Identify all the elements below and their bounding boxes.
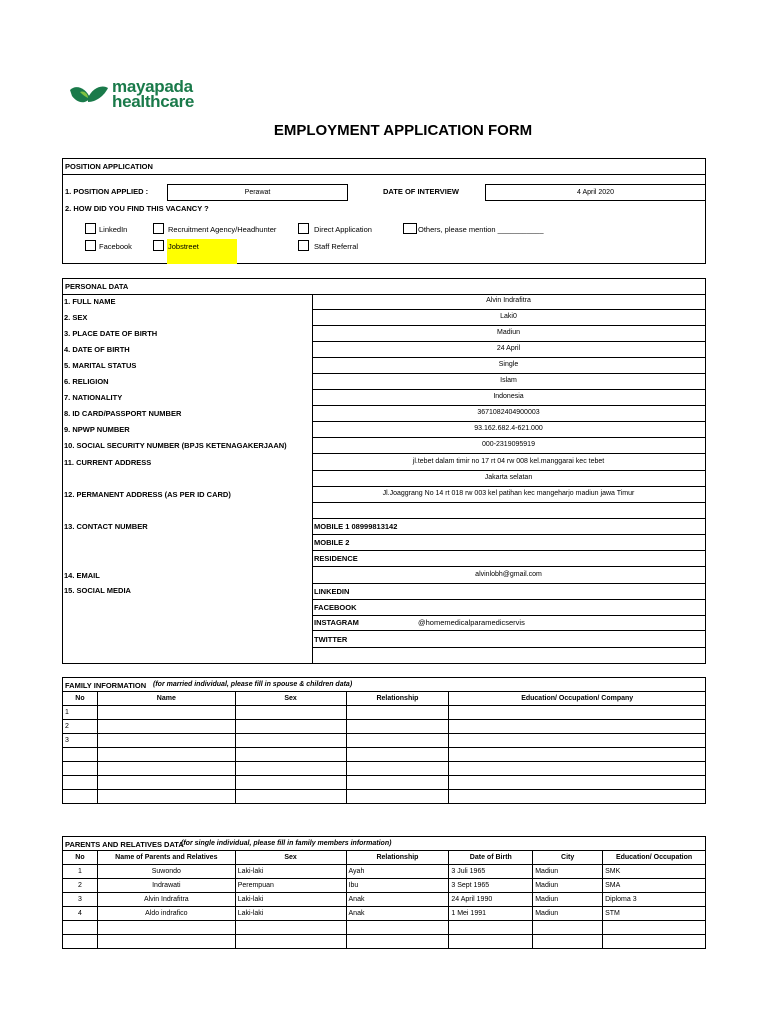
column-header: Name [97, 692, 235, 706]
table-cell[interactable] [63, 762, 98, 776]
table-cell[interactable]: Laki-laki [235, 865, 346, 879]
table-cell[interactable] [346, 776, 449, 790]
table-cell[interactable] [97, 776, 235, 790]
table-cell[interactable]: Indrawati [97, 879, 235, 893]
table-cell[interactable] [346, 706, 449, 720]
table-cell[interactable] [63, 790, 98, 804]
table-cell[interactable]: 1 Mei 1991 [449, 907, 533, 921]
table-cell[interactable] [449, 734, 706, 748]
email-field[interactable]: alvinlobh@gmail.com [475, 571, 542, 578]
table-cell[interactable]: 1 [63, 865, 98, 879]
personal-row-value[interactable]: 93.162.682.4-621.000 [474, 425, 543, 432]
personal-row-label: 8. ID CARD/PASSPORT NUMBER [64, 409, 182, 418]
table-cell[interactable] [63, 776, 98, 790]
direct-application-checkbox[interactable] [298, 223, 309, 234]
facebook-checkbox[interactable] [85, 240, 96, 251]
table-row [63, 865, 706, 879]
table-cell[interactable] [346, 748, 449, 762]
heart-hands-icon [68, 80, 110, 110]
company-logo [68, 78, 218, 114]
table-cell[interactable]: Laki-laki [235, 907, 346, 921]
table-cell[interactable]: 24 April 1990 [449, 893, 533, 907]
column-header: Sex [235, 851, 346, 865]
table-row [63, 921, 706, 935]
table-cell[interactable] [63, 748, 98, 762]
interview-date-label: DATE OF INTERVIEW [383, 187, 459, 196]
column-header: Name of Parents and Relatives [97, 851, 235, 865]
table-cell[interactable]: Laki-laki [235, 893, 346, 907]
agency-option-label: Recruitment Agency/Headhunter [168, 225, 277, 234]
row-divider [312, 437, 706, 438]
table-cell[interactable]: Madiun [533, 865, 603, 879]
table-cell[interactable]: SMA [603, 879, 706, 893]
logo-line2: healthcare [112, 92, 195, 111]
row-divider [312, 357, 706, 358]
permanent-address-value[interactable]: Jl.Joaggrang No 14 rt 018 rw 003 kel patihan kec mangeharjo madiun jawa Timur [382, 490, 635, 497]
table-row [63, 790, 706, 804]
staff-referral-option-label: Staff Referral [314, 242, 359, 251]
table-cell[interactable] [346, 720, 449, 734]
table-cell[interactable]: Anak [346, 907, 449, 921]
table-cell[interactable] [533, 935, 603, 949]
current-address-line2[interactable]: Jakarta selatan [484, 474, 533, 481]
current-address-line1[interactable]: jl.tebet dalam timir no 17 rt 04 rw 008 kel.manggarai kec tebet [412, 458, 605, 465]
table-cell[interactable]: Perempuan [235, 879, 346, 893]
personal-row-value[interactable]: Alvin Indrafitra [486, 297, 531, 304]
personal-row-value[interactable]: Islam [500, 377, 517, 384]
table-header-row [63, 692, 706, 706]
family-section-note: (for married individual, please fill in spouse & children data) [153, 681, 353, 688]
current-address-label: 11. CURRENT ADDRESS [64, 458, 152, 467]
table-cell[interactable] [97, 762, 235, 776]
table-cell[interactable]: Aldo indrafico [97, 907, 235, 921]
others-checkbox[interactable] [403, 223, 417, 234]
table-cell[interactable] [449, 790, 706, 804]
table-cell[interactable] [346, 935, 449, 949]
position-applied-label: 1. POSITION APPLIED : [65, 187, 149, 196]
table-cell[interactable] [235, 790, 346, 804]
personal-row-label: 10. SOCIAL SECURITY NUMBER (BPJS KETENAGAKERJAAN) [64, 441, 287, 450]
table-cell[interactable] [449, 762, 706, 776]
personal-row-value[interactable]: Single [498, 361, 519, 368]
table-cell[interactable]: 3 Sept 1965 [449, 879, 533, 893]
parents-section-note: (for single individual, please fill in family members information) [181, 840, 392, 847]
personal-row-value[interactable]: Indonesia [493, 393, 524, 400]
table-cell[interactable] [235, 935, 346, 949]
table-cell[interactable] [97, 921, 235, 935]
column-header: Education/ Occupation/ Company [449, 692, 706, 706]
table-row [63, 734, 706, 748]
table-cell[interactable] [97, 790, 235, 804]
table-cell[interactable] [346, 762, 449, 776]
page-title: EMPLOYMENT APPLICATION FORM [273, 122, 533, 139]
table-cell[interactable]: Diploma 3 [603, 893, 706, 907]
family-section-header [62, 677, 706, 691]
table-cell[interactable]: SMK [603, 865, 706, 879]
staff-referral-checkbox[interactable] [298, 240, 309, 251]
mobile1-field[interactable]: MOBILE 1 08999813142 [314, 522, 398, 531]
linkedin-option-label: LinkedIn [99, 225, 128, 234]
table-cell[interactable]: 2 [63, 720, 98, 734]
column-header: No [63, 692, 98, 706]
row-divider [312, 389, 706, 390]
table-cell[interactable] [449, 921, 533, 935]
logo-line1: mayapada [112, 77, 193, 96]
table-cell[interactable]: Anak [346, 893, 449, 907]
interview-date-field[interactable]: 4 April 2020 [485, 184, 706, 201]
personal-row-label: 3. PLACE DATE OF BIRTH [64, 329, 158, 338]
parents-section-header [62, 836, 706, 850]
agency-checkbox[interactable] [153, 223, 164, 234]
twitter-field[interactable]: TWITTER [314, 635, 348, 644]
personal-row-label: 7. NATIONALITY [64, 393, 123, 402]
others-option-label: Others, please mention ___________ [418, 225, 544, 234]
table-cell[interactable] [97, 720, 235, 734]
table-cell[interactable] [449, 748, 706, 762]
family-section-title: FAMILY INFORMATION [65, 681, 147, 690]
residence-field[interactable]: RESIDENCE [314, 554, 358, 563]
row-divider [312, 309, 706, 310]
table-cell[interactable] [97, 748, 235, 762]
column-header: City [533, 851, 603, 865]
column-header: Date of Birth [449, 851, 533, 865]
table-cell[interactable]: 3 [63, 893, 98, 907]
table-cell[interactable] [603, 921, 706, 935]
position-applied-field[interactable]: Perawat [167, 184, 348, 201]
personal-section-title: PERSONAL DATA [65, 282, 129, 291]
instagram-field[interactable]: INSTAGRAM [314, 618, 359, 627]
row-divider [312, 373, 706, 374]
table-cell[interactable]: 1 [63, 706, 98, 720]
table-cell[interactable]: Ibu [346, 879, 449, 893]
table-cell[interactable] [346, 734, 449, 748]
table-cell[interactable] [449, 776, 706, 790]
social-media-label: 15. SOCIAL MEDIA [64, 586, 131, 595]
table-cell[interactable] [346, 921, 449, 935]
table-cell[interactable]: 2 [63, 879, 98, 893]
row-divider [312, 453, 706, 454]
table-cell[interactable] [63, 921, 98, 935]
instagram-value[interactable]: @homemedicalparamedicservis [418, 618, 525, 627]
table-cell[interactable] [449, 706, 706, 720]
personal-row-label: 2. SEX [64, 313, 88, 322]
table-row [63, 776, 706, 790]
parents-table [62, 850, 706, 949]
table-cell[interactable] [235, 748, 346, 762]
column-header: No [63, 851, 98, 865]
personal-row-value[interactable]: Laki0 [500, 313, 517, 320]
vacancy-source-label: 2. HOW DID YOU FIND THIS VACANCY ? [65, 204, 209, 213]
table-row [63, 762, 706, 776]
row-divider [312, 421, 706, 422]
column-header: Education/ Occupation [603, 851, 706, 865]
table-row [63, 907, 706, 921]
jobstreet-option-label: Jobstreet [168, 242, 199, 251]
table-row [63, 706, 706, 720]
column-header: Relationship [346, 692, 449, 706]
personal-row-label: 9. NPWP NUMBER [64, 425, 130, 434]
contact-number-label: 13. CONTACT NUMBER [64, 522, 148, 531]
personal-row-value[interactable]: 24 April [496, 345, 521, 352]
table-cell[interactable] [449, 720, 706, 734]
table-cell[interactable] [603, 935, 706, 949]
table-cell[interactable] [533, 921, 603, 935]
column-header: Sex [235, 692, 346, 706]
parents-section-title: PARENTS AND RELATIVES DATA [65, 840, 184, 849]
table-cell[interactable]: 4 [63, 907, 98, 921]
position-section [62, 158, 706, 264]
permanent-address-label: 12. PERMANENT ADDRESS (AS PER ID CARD) [64, 490, 231, 499]
table-cell[interactable] [346, 790, 449, 804]
table-cell[interactable]: 3 [63, 734, 98, 748]
direct-application-option-label: Direct Application [314, 225, 372, 234]
email-label: 14. EMAIL [64, 571, 100, 580]
table-cell[interactable] [235, 734, 346, 748]
table-cell[interactable]: 3 Juli 1965 [449, 865, 533, 879]
table-header-row [63, 851, 706, 865]
personal-row-value[interactable]: 3671082404900003 [477, 409, 540, 416]
table-cell[interactable] [97, 706, 235, 720]
table-cell[interactable] [235, 776, 346, 790]
row-divider [312, 341, 706, 342]
table-cell[interactable] [235, 921, 346, 935]
table-cell[interactable]: Madiun [533, 907, 603, 921]
table-row [63, 720, 706, 734]
jobstreet-checkbox[interactable] [153, 240, 164, 251]
table-cell[interactable]: Madiun [533, 893, 603, 907]
table-cell[interactable]: Alvin Indrafitra [97, 893, 235, 907]
table-cell[interactable]: Suwondo [97, 865, 235, 879]
row-divider [312, 405, 706, 406]
table-cell[interactable] [235, 706, 346, 720]
position-section-title: POSITION APPLICATION [65, 162, 153, 171]
facebook-option-label: Facebook [99, 242, 132, 251]
table-row [63, 748, 706, 762]
table-cell[interactable] [97, 935, 235, 949]
linkedin-checkbox[interactable] [85, 223, 96, 234]
column-header: Relationship [346, 851, 449, 865]
table-row [63, 893, 706, 907]
linkedin-field[interactable]: LINKEDIN [314, 587, 350, 596]
table-cell[interactable] [235, 762, 346, 776]
table-cell[interactable] [63, 935, 98, 949]
personal-row-value[interactable]: 000-2319095919 [482, 441, 535, 448]
personal-row-value[interactable]: Madiun [497, 329, 520, 336]
table-cell[interactable] [235, 720, 346, 734]
row-divider [312, 325, 706, 326]
table-cell[interactable] [449, 935, 533, 949]
mobile2-field[interactable]: MOBILE 2 [314, 538, 350, 547]
personal-row-label: 6. RELIGION [64, 377, 109, 386]
personal-row-label: 1. FULL NAME [64, 297, 116, 306]
personal-row-label: 4. DATE OF BIRTH [64, 345, 130, 354]
table-row [63, 879, 706, 893]
family-table [62, 691, 706, 804]
table-cell[interactable]: Madiun [533, 879, 603, 893]
table-cell[interactable]: STM [603, 907, 706, 921]
table-row [63, 935, 706, 949]
facebook-field[interactable]: FACEBOOK [314, 603, 357, 612]
table-cell[interactable] [97, 734, 235, 748]
table-cell[interactable]: Ayah [346, 865, 449, 879]
personal-row-label: 5. MARITAL STATUS [64, 361, 137, 370]
